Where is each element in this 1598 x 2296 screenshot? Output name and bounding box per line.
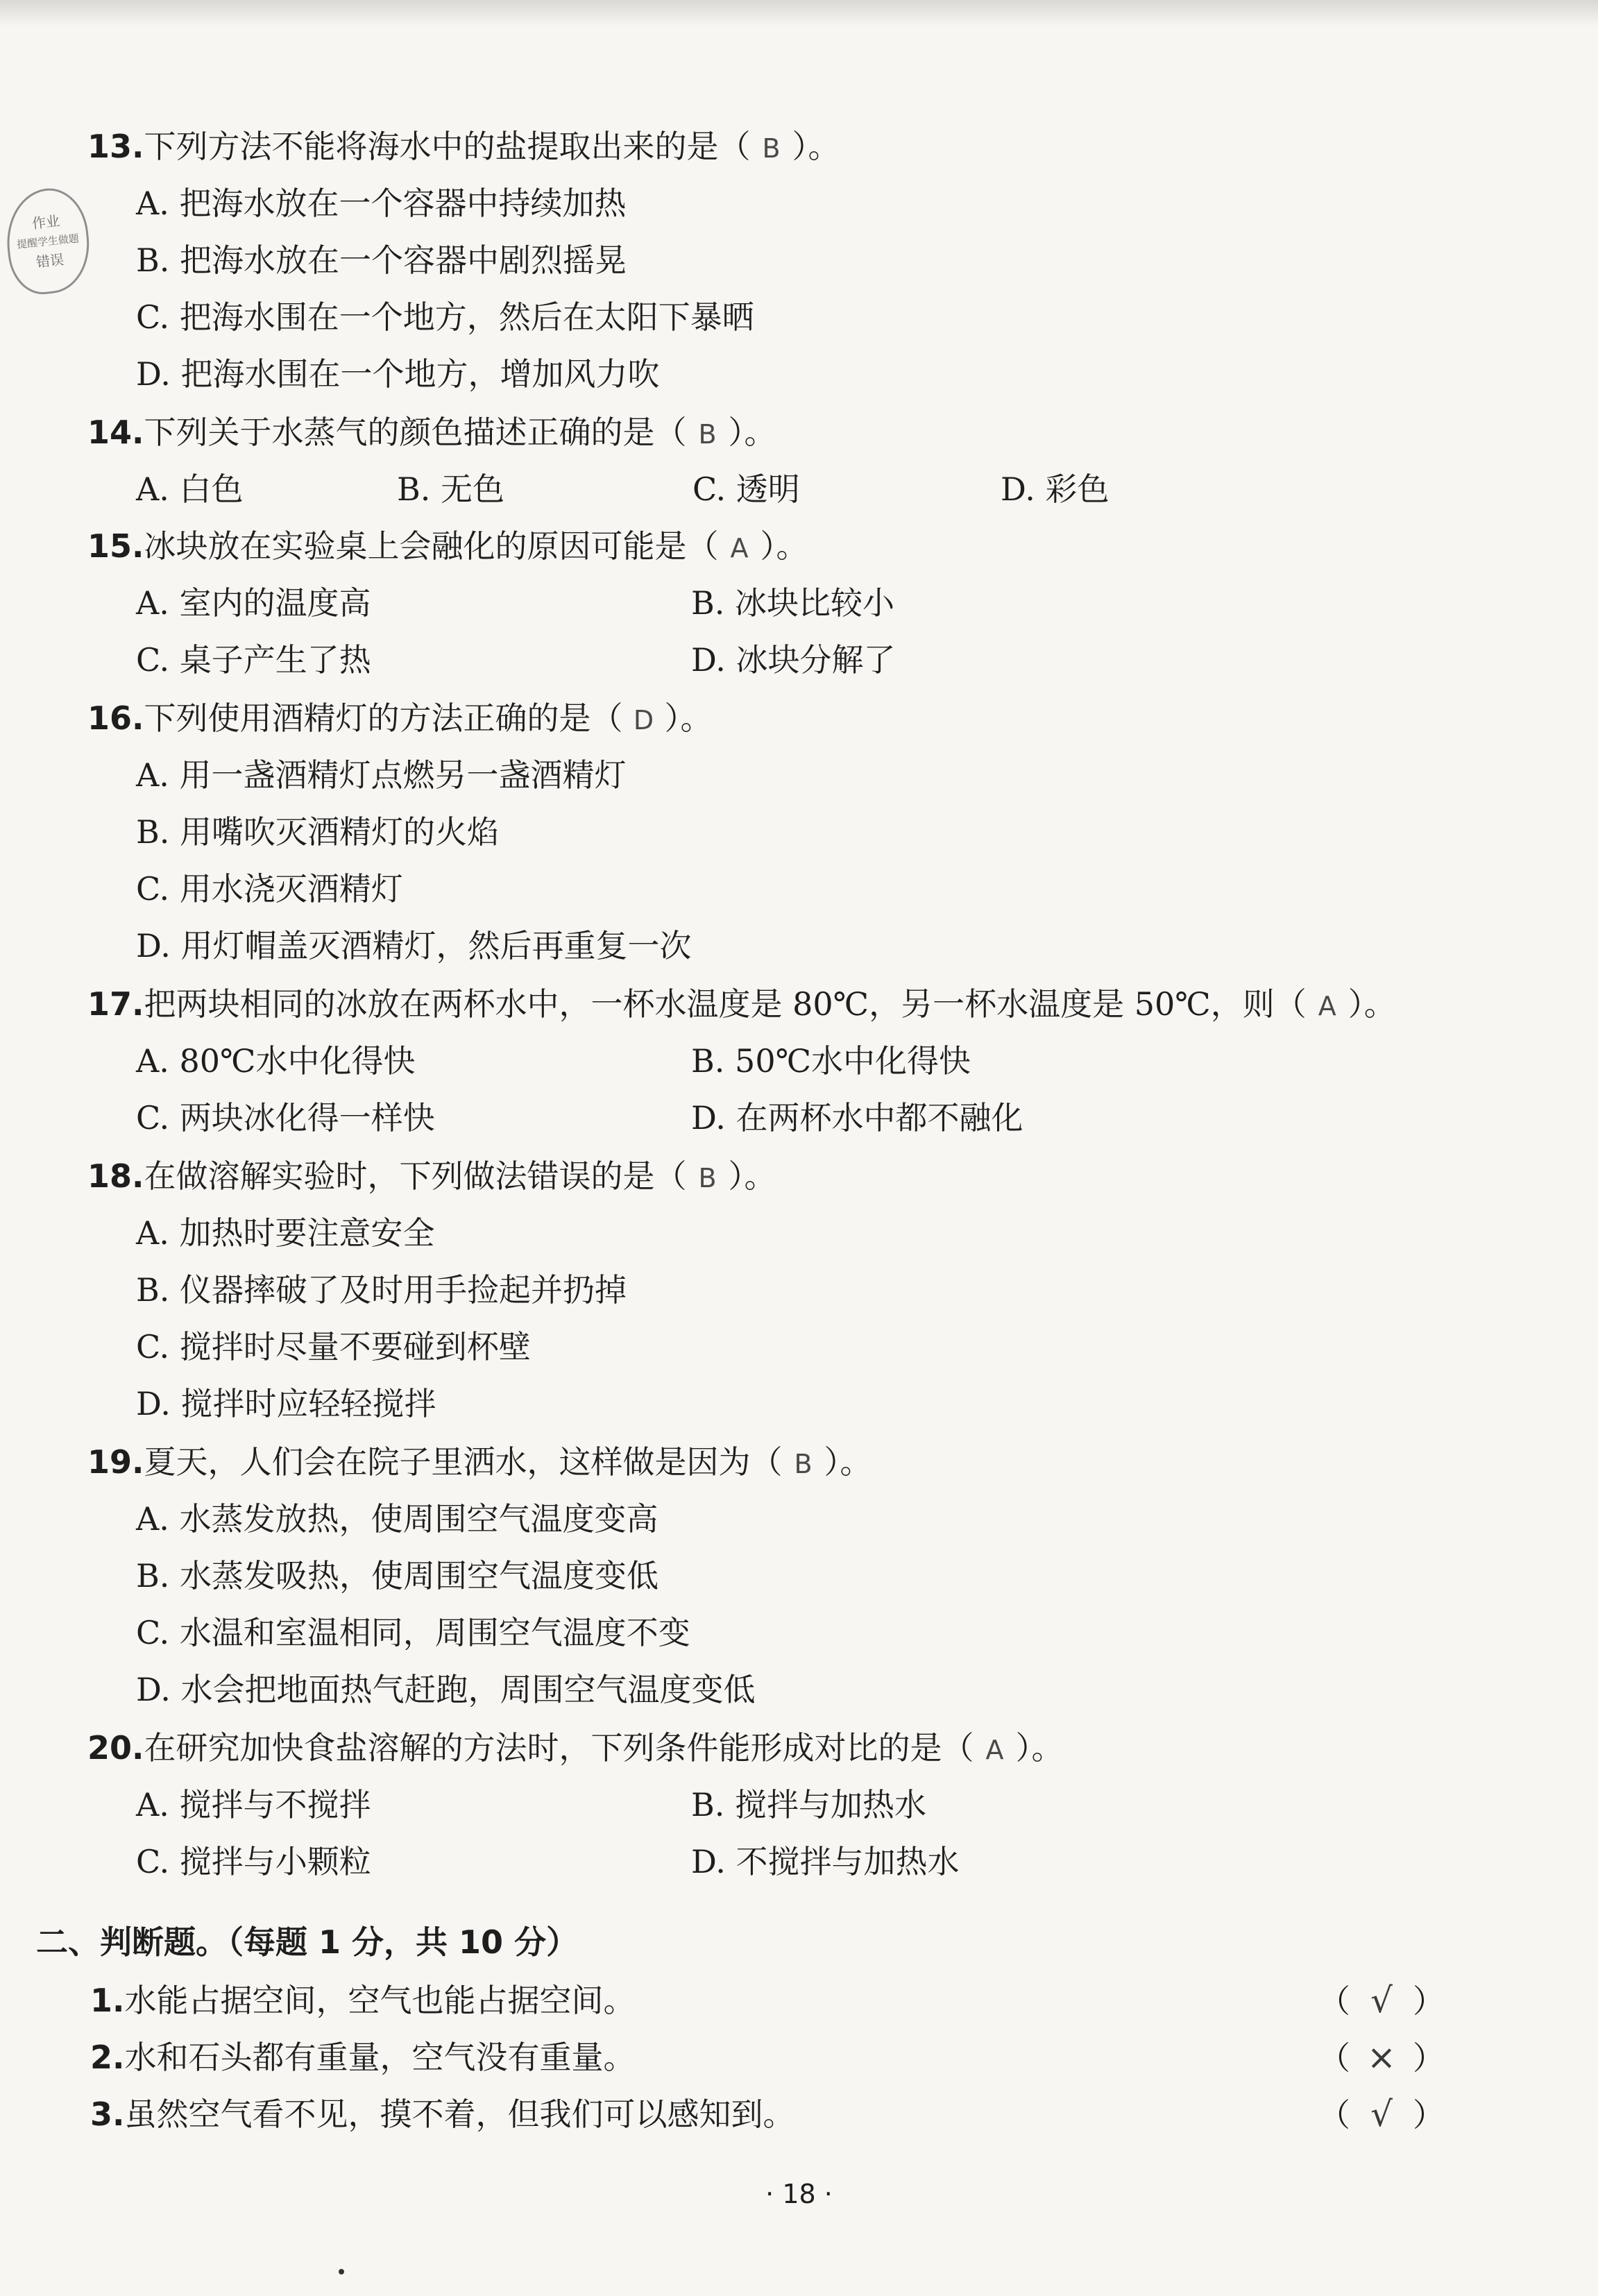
option: D. 彩色 [1001,470,1110,508]
judgment-number: 3. [90,2095,125,2133]
answer-mark: D [633,705,654,735]
answer-mark: B [762,133,781,164]
option: C. 用水浇灭酒精灯 [136,870,403,908]
answer-mark: B [794,1449,813,1479]
question-19 [87,1440,872,1486]
option: A. 搅拌与不搅拌 [136,1786,371,1823]
question-end: ）。 [728,414,776,451]
judgment-item [90,1979,635,2022]
stamp-line: 作业 [31,212,61,232]
option: A. 把海水放在一个容器中持续加热 [136,185,627,222]
bracket-open: （ [1318,2096,1350,2134]
option: B. 仪器摔破了及时用手捡起并扔掉 [136,1271,627,1309]
option: C. 透明 [692,470,800,508]
question-end: ）。 [824,1443,872,1481]
option: C. 桌子产生了热 [136,641,371,679]
option: B. 50℃水中化得快 [691,1042,971,1080]
question-number: 19. [87,1443,144,1481]
page-edge-shade [0,0,1598,26]
option: C. 水温和室温相同，周围空气温度不变 [136,1614,690,1651]
judgment-number: 2. [90,2039,125,2076]
judgment-item [90,2093,794,2136]
answer-mark: A [1318,991,1336,1021]
stamp-line: 提醒学生做题 [16,231,80,251]
question-text: 冰块放在实验桌上会融化的原因可能是（ [144,527,719,565]
bracket-open: （ [1318,2039,1350,2077]
question-end: ）。 [1015,1729,1064,1767]
judgment-number: 1. [90,1982,125,2019]
option: C. 把海水围在一个地方，然后在太阳下暴晒 [136,298,754,336]
question-end: ）。 [760,527,808,565]
question-text: 把两块相同的冰放在两杯水中，一杯水温度是 80℃，另一杯水温度是 50℃，则（ [144,985,1307,1023]
question-end: ）。 [1348,985,1396,1023]
option: B. 把海水放在一个容器中剧烈摇晃 [136,241,627,279]
option: C. 搅拌与小颗粒 [136,1843,371,1880]
question-text: 下列使用酒精灯的方法正确的是（ [144,699,623,737]
option: D. 冰块分解了 [691,641,896,679]
question-number: 13. [87,128,144,165]
check-mark-icon: √ [1370,2094,1393,2134]
homework-stamp [1,185,94,298]
option: A. 加热时要注意安全 [136,1214,435,1252]
option: D. 不搅拌与加热水 [691,1843,960,1880]
question-17 [87,983,1396,1028]
option: A. 水蒸发放热，使周围空气温度变高 [136,1500,658,1538]
question-text: 下列关于水蒸气的颜色描述正确的是（ [144,414,687,451]
question-number: 15. [87,527,144,565]
option: A. 80℃水中化得快 [136,1042,416,1080]
question-number: 17. [87,985,144,1023]
judgment-item [90,2036,635,2079]
judgment-answer [1318,1979,1445,2023]
answer-mark: B [698,1163,717,1193]
question-16 [87,697,713,742]
question-text: 夏天，人们会在院子里洒水，这样做是因为（ [144,1443,783,1481]
option: A. 用一盏酒精灯点燃另一盏酒精灯 [136,756,627,794]
option: B. 无色 [397,470,505,508]
question-end: ）。 [728,1157,776,1195]
option: D. 把海水围在一个地方，增加风力吹 [136,355,660,393]
judgment-answer [1318,2093,1445,2136]
judgment-text: 水能占据空间，空气也能占据空间。 [124,1982,636,2019]
question-number: 16. [87,699,144,737]
option: A. 白色 [136,470,244,508]
answer-mark: A [985,1735,1004,1765]
option: D. 在两杯水中都不融化 [691,1099,1023,1137]
question-13 [87,125,840,170]
ink-dot [339,2269,344,2274]
answer-mark: B [698,419,717,450]
option: D. 用灯帽盖灭酒精灯，然后再重复一次 [136,927,692,964]
option: B. 水蒸发吸热，使周围空气温度变低 [136,1557,659,1595]
question-end: ）。 [664,699,713,737]
option: D. 搅拌时应轻轻搅拌 [136,1385,436,1422]
option: B. 用嘴吹灭酒精灯的火焰 [136,813,500,851]
cross-mark-icon: × [1367,2037,1396,2077]
judgment-text: 虽然空气看不见，摸不着，但我们可以感知到。 [124,2095,795,2133]
option: B. 冰块比较小 [691,584,895,622]
option: C. 两块冰化得一样快 [136,1099,435,1137]
option: D. 水会把地面热气赶跑，周围空气温度变低 [136,1671,756,1708]
check-mark-icon: √ [1370,1980,1393,2021]
judgment-text: 水和石头都有重量，空气没有重量。 [124,2039,636,2076]
stamp-line: 错误 [35,250,65,271]
option: B. 搅拌与加热水 [691,1786,927,1823]
question-15 [87,525,808,570]
option: C. 搅拌时尽量不要碰到杯壁 [136,1328,531,1366]
bracket-close: ） [1413,2039,1445,2077]
question-number: 18. [87,1157,144,1195]
page-number: · 18 · [765,2179,833,2209]
question-number: 20. [87,1729,144,1767]
option: A. 室内的温度高 [136,584,371,622]
question-18 [87,1155,776,1200]
question-14 [87,411,776,456]
question-end: ）。 [792,128,840,165]
section-title: 二、判断题。（每题 1 分，共 10 分） [36,1923,579,1961]
bracket-close: ） [1413,1982,1445,2020]
answer-mark: A [730,533,749,563]
question-number: 14. [87,414,144,451]
question-text: 在研究加快食盐溶解的方法时，下列条件能形成对比的是（ [144,1729,974,1767]
question-20 [87,1726,1064,1771]
question-text: 在做溶解实验时，下列做法错误的是（ [144,1157,687,1195]
bracket-close: ） [1413,2096,1445,2134]
question-text: 下列方法不能将海水中的盐提取出来的是（ [144,128,751,165]
judgment-answer [1318,2036,1445,2080]
bracket-open: （ [1318,1982,1350,2020]
